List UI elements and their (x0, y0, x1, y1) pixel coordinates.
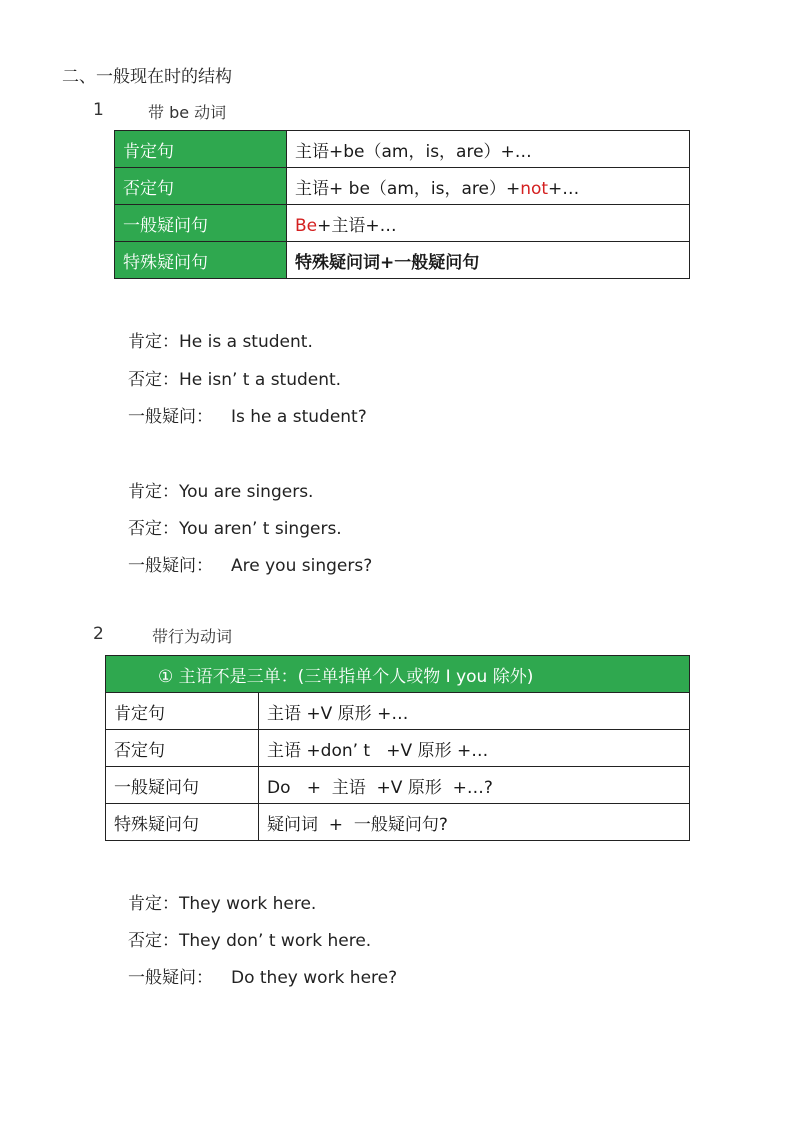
formula-cell (287, 168, 690, 205)
table-row (106, 804, 690, 841)
table-banner: ① 主语不是三单：(三单指单个人或物 I you 除外) (106, 656, 690, 693)
example-text: He is a student. (179, 332, 313, 352)
example-line (128, 365, 341, 390)
table-row (115, 242, 690, 279)
table-row (106, 767, 690, 804)
table-row (106, 730, 690, 767)
sentence-type-cell: 特殊疑问句 (115, 242, 287, 279)
sentence-type-cell: 肯定句 (106, 693, 259, 730)
sentence-type-cell: 特殊疑问句 (106, 804, 259, 841)
example-label: 一般疑问： (128, 968, 213, 988)
example-label: 肯定： (128, 894, 179, 914)
table-row (115, 205, 690, 242)
formula-text: +主语+… (317, 215, 397, 236)
formula-cell: 主语 +don’ t +V 原形 +… (259, 730, 690, 767)
example-label: 肯定： (128, 482, 179, 502)
part1-label: 带 be 动词 (148, 103, 227, 122)
part1-number: 1 (93, 100, 104, 120)
example-line (128, 402, 367, 427)
formula-text: 主语+ be（am，is，are）+ (295, 178, 521, 199)
sentence-type-cell: 一般疑问句 (106, 767, 259, 804)
example-label: 肯定： (128, 332, 179, 352)
sentence-type-cell: 肯定句 (115, 131, 287, 168)
formula-cell (287, 242, 690, 279)
example-label: 否定： (128, 519, 179, 539)
example-text: You aren’ t singers. (179, 519, 342, 539)
highlight-not: not (520, 178, 549, 199)
example-line (128, 477, 313, 502)
formula-cell: Do + 主语 +V 原形 +…? (259, 767, 690, 804)
formula-cell: 主语 +V 原形 +… (259, 693, 690, 730)
part2-label: 带行为动词 (152, 627, 233, 646)
example-label: 一般疑问： (128, 556, 213, 576)
example-text: Are you singers? (231, 556, 373, 576)
formula-cell (287, 205, 690, 242)
highlight-be: Be (295, 215, 318, 236)
formula-text: +… (548, 178, 580, 199)
example-label: 一般疑问： (128, 407, 213, 427)
example-text: They don’ t work here. (179, 931, 372, 951)
part2-number: 2 (93, 624, 104, 644)
formula-text: 主语+be（am，is，are）+… (295, 141, 532, 162)
example-text: They work here. (179, 894, 317, 914)
sentence-type-cell: 一般疑问句 (115, 205, 287, 242)
sentence-type-cell: 否定句 (115, 168, 287, 205)
example-label: 否定： (128, 370, 179, 390)
table-row (106, 693, 690, 730)
table-row (115, 168, 690, 205)
example-text: Do they work here? (231, 968, 398, 988)
table-banner-row (106, 656, 690, 693)
sentence-type-cell: 否定句 (106, 730, 259, 767)
example-line (128, 926, 371, 951)
formula-text: 特殊疑问词+一般疑问句 (295, 252, 480, 273)
action-verb-table (105, 655, 690, 841)
formula-cell (287, 131, 690, 168)
example-label: 否定： (128, 931, 179, 951)
example-line (128, 514, 342, 539)
formula-cell: 疑问词 + 一般疑问句? (259, 804, 690, 841)
section-title: 二、一般现在时的结构 (62, 67, 232, 87)
example-line (128, 327, 313, 352)
example-line (128, 963, 397, 988)
example-line (128, 551, 372, 576)
example-line (128, 889, 316, 914)
example-text: You are singers. (179, 482, 314, 502)
table-row (115, 131, 690, 168)
be-verb-table (114, 130, 690, 279)
example-text: Is he a student? (231, 407, 367, 427)
example-text: He isn’ t a student. (179, 370, 342, 390)
